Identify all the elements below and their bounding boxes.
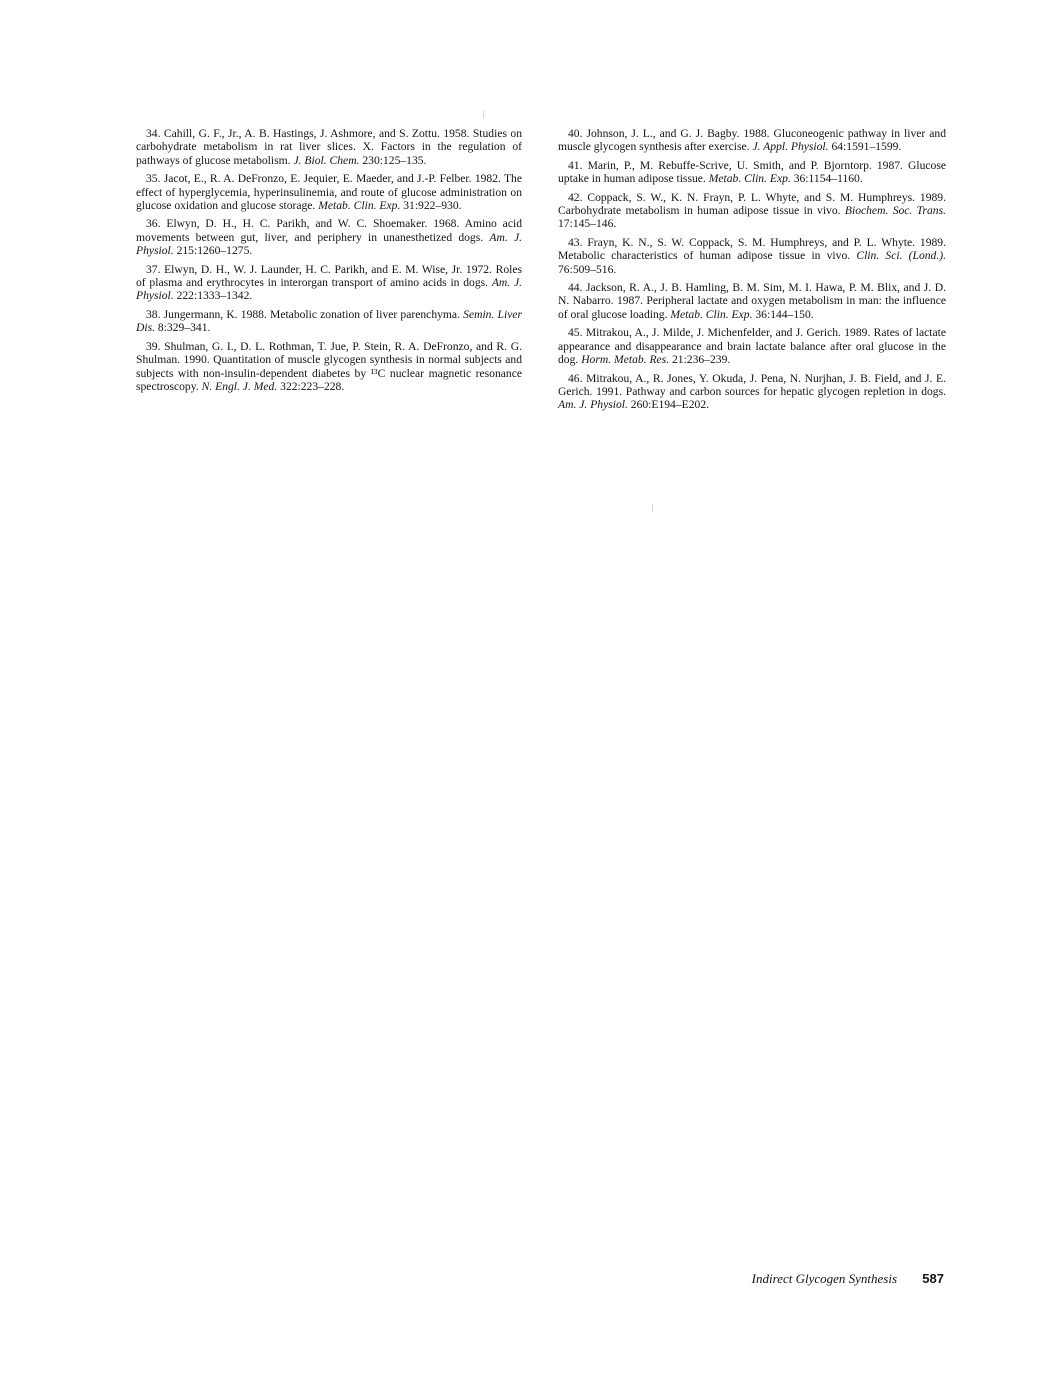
page-number: 587 [922, 1271, 944, 1286]
reference-entry [136, 217, 522, 257]
reference-entry [558, 159, 946, 186]
reference-citation: 21:236–239. [669, 353, 731, 367]
scan-mark [652, 504, 653, 512]
reference-journal: Metab. Clin. Exp. [670, 307, 753, 321]
reference-journal: Am. J. Physiol. [558, 398, 628, 412]
page-footer [752, 1271, 944, 1287]
reference-text: 38. Jungermann, K. 1988. Metabolic zonation of liver parenchyma. [146, 307, 464, 321]
scan-mark [483, 110, 484, 118]
reference-citation: 260:E194–E202. [627, 398, 710, 412]
reference-entry [558, 326, 946, 366]
references-right-column [558, 127, 946, 417]
reference-text: 36. Elwyn, D. H., H. C. Parikh, and W. C. Shoemaker. 1968. Amino acid movements between gut, liver, and periphery in unanesthetized dogs. [136, 217, 522, 244]
reference-journal: Semin. Liver Dis. [136, 307, 522, 335]
reference-citation: 31:922–930. [400, 199, 462, 213]
reference-journal: Metab. Clin. Exp. [708, 172, 791, 186]
reference-text: 35. Jacot, E., R. A. DeFronzo, E. Jequier, E. Maeder, and J.-P. Felber. 1982. The effect of hyperglycemia, hyperinsulinemia, and route of glucose administration on glucose oxidation and glucose storage. [136, 172, 522, 213]
reference-entry [558, 372, 946, 412]
reference-citation: 36:1154–1160. [790, 172, 863, 186]
reference-entry [558, 191, 946, 231]
reference-journal: J. Appl. Physiol. [752, 140, 829, 154]
reference-journal: J. Biol. Chem. [293, 153, 360, 167]
reference-citation: 17:145–146. [558, 217, 617, 231]
reference-journal: Biochem. Soc. Trans. [844, 204, 947, 218]
reference-text: 46. Mitrakou, A., R. Jones, Y. Okuda, J. Pena, N. Nurjhan, J. B. Field, and J. E. Gerich. 1991. Pathway and carbon sources for hepatic glycogen repletion in dogs. [558, 371, 946, 398]
reference-citation: 322:223–228. [277, 379, 345, 393]
reference-citation: 230:125–135. [359, 153, 427, 167]
reference-text: 34. Cahill, G. F., Jr., A. B. Hastings, J. Ashmore, and S. Zottu. 1958. Studies on carbohydrate metabolism in rat liver slices. X. Factors in the regulation of pathways of glucose metabolism. [136, 127, 522, 167]
reference-journal: N. Engl. J. Med. [201, 379, 278, 393]
reference-citation: 215:1260–1275. [173, 244, 253, 258]
reference-text: 39. Shulman, G. I., D. L. Rothman, T. Jue, P. Stein, R. A. DeFronzo, and R. G. Shulman. 1990. Quantitation of muscle glycogen synthesis in normal subjects and subjects with non-insulin-dependent diabetes by ¹³C nuclear magnetic resonance spectroscopy. [136, 339, 522, 393]
reference-entry [136, 263, 522, 303]
running-title: Indirect Glycogen Synthesis [751, 1271, 898, 1286]
references-left-column [136, 127, 522, 398]
reference-citation: 222:1333–1342. [173, 289, 253, 303]
reference-entry [558, 236, 946, 276]
reference-text: 43. Frayn, K. N., S. W. Coppack, S. M. Humphreys, and P. L. Whyte. 1989. Metabolic characteristics of human adipose tissue in vivo. [558, 235, 946, 263]
reference-entry [136, 308, 522, 335]
reference-text: 37. Elwyn, D. H., W. J. Launder, H. C. Parikh, and E. M. Wise, Jr. 1972. Roles of plasma and erythrocytes in interorgan transport of amino acids in dogs. [136, 262, 522, 290]
reference-text: 40. Johnson, J. L., and G. J. Bagby. 1988. Gluconeogenic pathway in liver and muscle glycogen synthesis after exercise. [558, 127, 946, 154]
reference-entry [136, 340, 522, 394]
reference-text: 41. Marin, P., M. Rebuffe-Scrive, U. Smith, and P. Bjorntorp. 1987. Glucose uptake in human adipose tissue. [558, 158, 946, 186]
reference-citation: 64:1591–1599. [828, 140, 902, 154]
reference-entry [136, 127, 522, 167]
reference-journal: Horm. Metab. Res. [581, 353, 670, 367]
reference-entry [136, 172, 522, 212]
reference-citation: 36:144–150. [752, 307, 814, 321]
reference-citation: 8:329–341. [155, 321, 211, 335]
reference-journal: Am. J. Physiol. [136, 276, 523, 303]
reference-text: 45. Mitrakou, A., J. Milde, J. Michenfelder, and J. Gerich. 1989. Rates of lactate appearance and disappearance and brain lactate balance after oral glucose in the dog. [558, 326, 946, 367]
reference-journal: Am. J. Physiol. [136, 230, 522, 258]
reference-text: 42. Coppack, S. W., K. N. Frayn, P. L. Whyte, and S. M. Humphreys. 1989. Carbohydrate metabolism in human adipose tissue in vivo. [558, 190, 946, 218]
reference-journal: Clin. Sci. (Lond.). [856, 249, 946, 263]
reference-entry [558, 281, 946, 321]
reference-entry [558, 127, 946, 154]
reference-journal: Metab. Clin. Exp. [318, 199, 401, 213]
reference-citation: 76:509–516. [558, 262, 617, 276]
reference-text: 44. Jackson, R. A., J. B. Hamling, B. M. Sim, M. I. Hawa, P. M. Blix, and J. D. N. Nabarro. 1987. Peripheral lactate and oxygen metabolism in man: the influence of oral glucose loading. [558, 281, 946, 321]
